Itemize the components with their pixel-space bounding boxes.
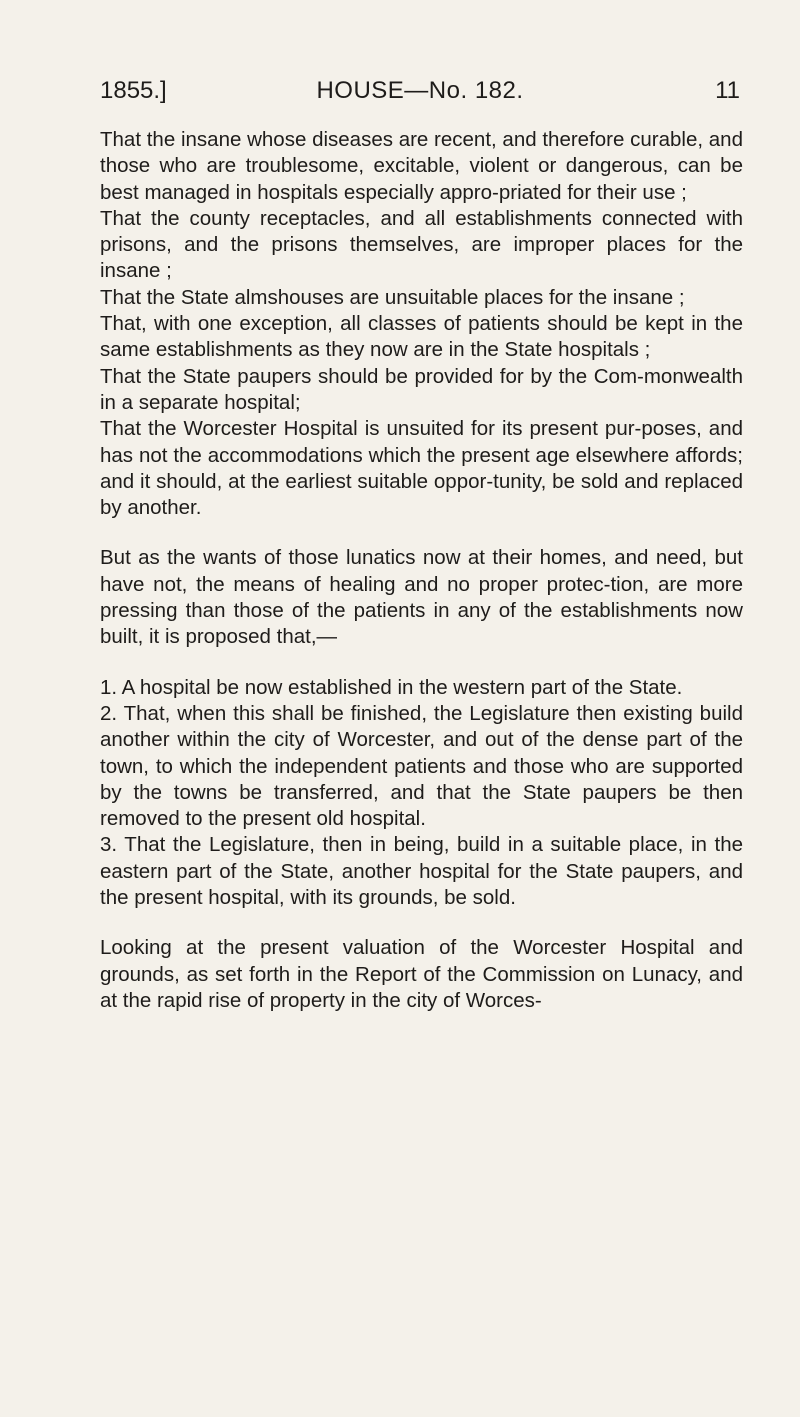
running-header: [100, 74, 740, 108]
page-number: 11: [715, 77, 740, 104]
header-year: 1855.]: [100, 77, 167, 104]
paragraph-resolution-4: That, with one exception, all classes of patients should be kept in the same establishments as they now are in the State hospitals ;: [100, 312, 743, 362]
paragraph-resolution-2: That the county receptacles, and all establishments connected with prisons, and the prisons themselves, are improper places for the insane ;: [100, 206, 743, 283]
paragraph-valuation: Looking at the present valuation of the Worcester Hospital and grounds, as set forth in the Report of the Commission on Lunacy, and at the rapid rise of property in the city of Worces-: [100, 936, 743, 1012]
paragraph-spacer: [100, 651, 743, 675]
paragraph-proposal-1: 1. A hospital be now established in the western part of the State.: [100, 675, 683, 699]
paragraph-resolution-5: That the State paupers should be provided for by the Com-monwealth in a separate hospital;: [100, 364, 743, 414]
paragraph-proposal-2: 2. That, when this shall be finished, the Legislature then existing build another within the city of Worcester, and out of the dense part of the town, to which the independent patients and those who are supported by the towns be transferred, and that the State paupers be then removed to the present old hospital.: [100, 701, 743, 831]
header-title: HOUSE—No. 182.: [316, 77, 524, 104]
paragraph-resolution-3: That the State almshouses are unsuitable places for the insane ;: [100, 285, 685, 309]
paragraph-proposal-intro: But as the wants of those lunatics now at their homes, and need, but have not, the means of healing and no proper protec-tion, are more pressing than those of the patients in any of the establishments now built, it is proposed that,—: [100, 546, 743, 649]
paragraph-spacer: [100, 911, 743, 935]
paragraph-resolution-6: That the Worcester Hospital is unsuited for its present pur-poses, and has not the accommodations which the present age elsewhere affords; and it should, at the earliest suitable oppor-tunity, be sold and replaced by another.: [100, 417, 743, 520]
body-text: [100, 127, 743, 1014]
paragraph-spacer: [100, 521, 743, 545]
paragraph-resolution-1: That the insane whose diseases are recent, and therefore curable, and those who are troublesome, excitable, violent or dangerous, can be best managed in hospitals especially appro-priated for their use ;: [100, 128, 743, 204]
paragraph-proposal-3: 3. That the Legislature, then in being, build in a suitable place, in the eastern part of the State, another hospital for the State paupers, and the present hospital, with its grounds, be sold.: [100, 833, 743, 910]
